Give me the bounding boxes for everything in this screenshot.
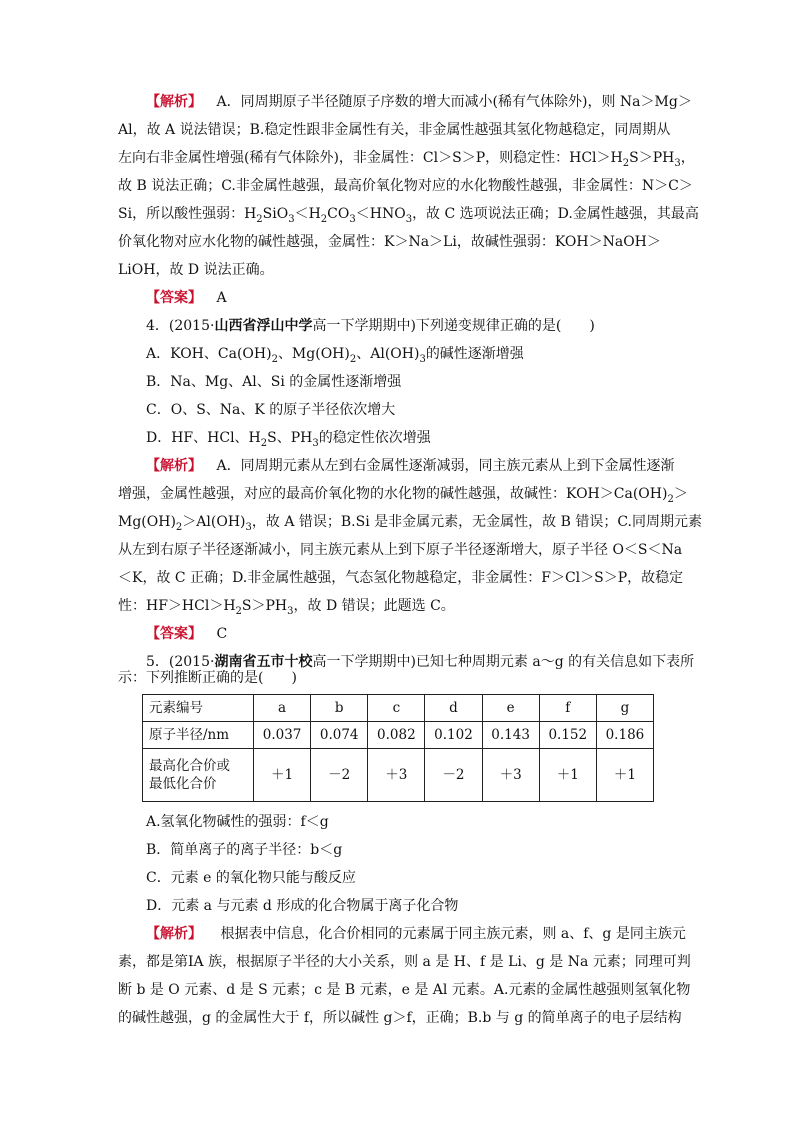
table-cell: 0.152 xyxy=(539,722,596,749)
q3-analysis-line: LiOH，故 D 说法正确。 xyxy=(118,262,274,278)
q3-analysis-line: Al，故 A 说法错误；B.稳定性跟非金属性有关，非金属性越强其氢化物越稳定，同周期从 xyxy=(118,122,671,138)
table-cell: g xyxy=(596,695,653,722)
q4-analysis-line: 增强，金属性越强，对应的最高价氧化物的水化物的碱性越强，故碱性：$KOH>Ca(OH)_2>$ xyxy=(118,486,688,505)
q4-analysis-line: $Mg(OH)_2>Al(OH)_3$，故 A 错误；B.Si 是非金属元素，无金属性，故 B 错误；C.同周期元素 xyxy=(118,514,702,533)
q5-option-a: A.氢氧化物碱性的强弱：f＜g xyxy=(146,814,329,830)
table-cell: 0.037 xyxy=(254,722,311,749)
q4-stem: 4．(2015·山西省浮山中学高一下学期期中)下列递变规律正确的是( ) xyxy=(146,318,595,334)
question-source: 山西省浮山中学 xyxy=(214,318,313,334)
table-cell: f xyxy=(539,695,596,722)
element-info-table xyxy=(142,694,654,802)
table-cell: d xyxy=(425,695,482,722)
table-cell: ＋3 xyxy=(482,749,539,802)
q5-stem-line2: 示：下列推断正确的是( ) xyxy=(118,670,297,686)
q4-analysis-line: 【解析】 A．同周期元素从左到右金属性逐渐减弱，同主族元素从上到下金属性逐渐 xyxy=(146,458,675,474)
q4-option-b: B．Na、Mg、Al、Si 的金属性逐渐增强 xyxy=(146,374,402,390)
q4-option-c: C．O、S、Na、K 的原子半径依次增大 xyxy=(146,402,396,418)
q5-analysis-line: 断 b 是 O 元素、d 是 S 元素；c 是 B 元素，e 是 Al 元素。A.元素的金属性越强则氢氧化物 xyxy=(118,982,691,998)
table-row xyxy=(143,695,654,722)
analysis-tag: 【解析】 xyxy=(146,458,202,474)
table-cell: －2 xyxy=(425,749,482,802)
table-cell: －2 xyxy=(311,749,368,802)
table-cell: 0.186 xyxy=(596,722,653,749)
table-cell: 0.143 xyxy=(482,722,539,749)
q3-analysis-line: 价氧化物对应水化物的碱性越强，金属性：K＞Na＞Li，故碱性强弱：KOH＞NaOH＞ xyxy=(118,234,661,250)
answer-tag: 【答案】 xyxy=(146,626,202,642)
analysis-tag: 【解析】 xyxy=(146,926,202,942)
q4-analysis-line: 性：$HF>HCl>H_2S>PH_3$，故 D 错误；此题选 C。 xyxy=(118,598,455,617)
q3-analysis-line: 【解析】 A．同周期原子半径随原子序数的增大而减小(稀有气体除外)，则 Na＞Mg＞ xyxy=(146,94,692,110)
table-cell: ＋3 xyxy=(368,749,425,802)
table-header: 元素编号 xyxy=(143,695,254,722)
answer-value: C xyxy=(216,626,228,642)
table-cell: ＋1 xyxy=(539,749,596,802)
q4-option-a: A．KOH、$Ca(OH)_2$、$Mg(OH)_2$、$Al(OH)_3$的碱性逐渐增强 xyxy=(146,346,524,365)
q3-analysis-line: 左向右非金属性增强(稀有气体除外)，非金属性：Cl＞S＞P，则稳定性：$HCl>H_2S>PH_3$， xyxy=(118,150,695,169)
table-cell: b xyxy=(311,695,368,722)
q5-option-c: C．元素 e 的氧化物只能与酸反应 xyxy=(146,870,356,886)
table-cell: a xyxy=(254,695,311,722)
table-row xyxy=(143,722,654,749)
table-cell: 0.082 xyxy=(368,722,425,749)
q4-analysis-line: ＜K，故 C 正确；D.非金属性越强，气态氢化物越稳定，非金属性：F＞Cl＞S＞P，故稳定 xyxy=(118,570,684,586)
answer-value: A xyxy=(216,290,227,306)
q5-option-b: B．简单离子的离子半径：b＜g xyxy=(146,842,343,858)
table-cell: 0.102 xyxy=(425,722,482,749)
table-header: 最高化合价或 最低化合价 xyxy=(143,749,254,802)
table-cell: 0.074 xyxy=(311,722,368,749)
question-source: 湖南省五市十校 xyxy=(214,654,313,670)
q5-analysis-line: 的碱性越强，g 的金属性大于 f，所以碱性 g＞f，正确；B.b 与 g 的简单离子的电子层结构 xyxy=(118,1010,682,1026)
q5-option-d: D．元素 a 与元素 d 形成的化合物属于离子化合物 xyxy=(146,898,459,914)
answer-tag: 【答案】 xyxy=(146,290,202,306)
table-header: 原子半径/nm xyxy=(143,722,254,749)
table-cell: c xyxy=(368,695,425,722)
q4-option-d: D．HF、HCl、$H_2S$、$PH_3$的稳定性依次增强 xyxy=(146,430,431,449)
q4-analysis-line: 从左到右原子半径逐渐减小，同主族元素从上到下原子半径逐渐增大，原子半径 O＜S＜Na xyxy=(118,542,683,558)
table-row xyxy=(143,749,654,802)
q5-analysis-line: 【解析】 根据表中信息，化合价相同的元素属于同主族元素，则 a、f、g 是同主族元 xyxy=(146,926,686,942)
table-cell: ＋1 xyxy=(254,749,311,802)
table-cell: ＋1 xyxy=(596,749,653,802)
q3-answer xyxy=(146,288,227,308)
q5-stem: 5．(2015·湖南省五市十校高一下学期期中)已知七种周期元素 a～g 的有关信息如下表所 xyxy=(146,654,695,670)
q4-answer xyxy=(146,624,227,644)
q3-analysis-line: Si，所以酸性强弱：$H_2SiO_3<H_2CO_3<HNO_3$，故 C 选项说法正确；D.金属性越强，其最高 xyxy=(118,206,699,225)
table-cell: e xyxy=(482,695,539,722)
q3-analysis-line: 故 B 说法正确；C.非金属性越强，最高价氧化物对应的水化物酸性越强，非金属性：N＞C＞ xyxy=(118,178,693,194)
q5-analysis-line: 素，都是第ⅠA 族，根据原子半径的大小关系，则 a 是 H、f 是 Li、g 是 Na 元素；同理可判 xyxy=(118,954,691,970)
analysis-tag: 【解析】 xyxy=(146,94,202,110)
